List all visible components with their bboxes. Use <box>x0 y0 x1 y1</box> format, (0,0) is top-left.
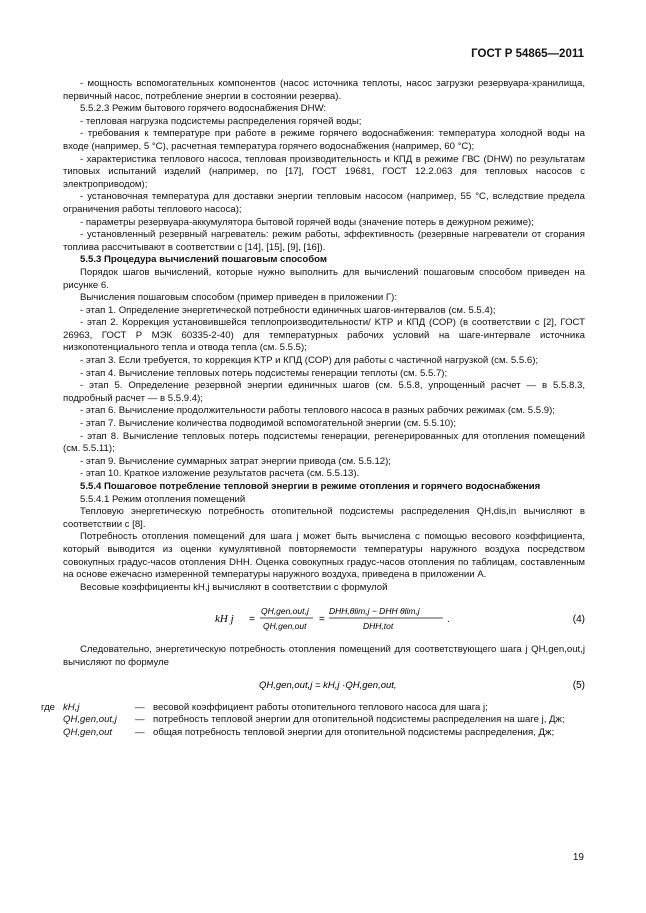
formula-5 <box>63 674 585 696</box>
formula-4-den2: DHH,tot <box>363 621 394 632</box>
paragraph: Вычисления пошаговым способом (пример приведен в приложении Г): <box>80 292 397 304</box>
section-heading-5-5-3: 5.5.3 Процедура вычислений пошаговым способом <box>80 254 327 266</box>
definition-text: потребность тепловой энергии для отопительной подсистемы распределения на шаге j, Дж; <box>153 714 565 726</box>
step-item: - этап 10. Краткое изложение результатов расчета (см. 5.5.13). <box>80 468 360 480</box>
definition-row <box>41 701 585 715</box>
formula-4-num2: DHH,θlim,j − DHH θlim,j <box>329 606 420 617</box>
formula-5-expression: QH,gen,out,j = kH,j ·QH,gen,out, <box>259 679 397 691</box>
paragraph: Потребность отопления помещений для шага j может быть вычислена с помощью весового коэффициента, который выводится из оценки кумулятивной повторяемости температуры наружного воздуха посредством совокупных градус-часов отопления DHH. Оценка совокупных градус-часов отопления по таблицам, составленным на основе ежечасно измеренной температуры наружного воздуха, приведена в приложении А. <box>63 531 585 581</box>
list-item: - тепловая нагрузка подсистемы распределения горячей воды; <box>80 115 362 127</box>
definition-symbol: QH,gen,out <box>63 726 113 738</box>
definition-row <box>63 727 585 740</box>
formula-4-lhs: kH j <box>215 613 234 626</box>
formula-4-equals-2: = <box>319 614 325 626</box>
section-heading-5-5-4: 5.5.4 Пошаговое потребление тепловой энергии в режиме отопления и горячего водоснабжения <box>80 481 541 492</box>
step-item: - этап 4. Вычисление тепловых потерь подсистемы генерации теплоты (см. 5.5.7); <box>80 367 448 379</box>
step-item: - этап 7. Вычисление количества подводимой вспомогательной энергии (см. 5.5.10); <box>80 418 456 430</box>
step-item: - этап 5. Определение резервной энергии единичных шагов (см. 5.5.8, упрощенный расчет — в 5.5.8.3, подробный расчет — в 5.5.9.4); <box>63 380 585 404</box>
definition-row <box>63 714 585 727</box>
step-item: - этап 8. Вычисление тепловых потерь подсистемы генерации, регенерированных для отопления помещений (см. 5.5.11); <box>63 430 585 455</box>
list-item: - требования к температуре при работе в режиме горячего водоснабжения: температура холодной воды на входе (например, 5 °С), расчетная температура горячего водоснабжения (например, 60 °С); <box>63 128 585 152</box>
section-heading-5-5-2-3: 5.5.2.3 Режим бытового горячего водоснабжения DHW: <box>80 103 327 115</box>
step-item: - этап 6. Вычисление продолжительности работы теплового насоса в разных рабочих режимах (см. 5.5.9); <box>80 405 555 417</box>
definition-text: общая потребность тепловой энергии для отопительной подсистемы распределения, Дж; <box>153 726 555 738</box>
definition-text: весовой коэффициент работы отопительного теплового насоса для шага j; <box>153 701 488 713</box>
list-item: - установочная температура для доставки энергии тепловым насосом (например, 55 °С, вследствие предела ограничения работы теплового насоса); <box>63 191 585 215</box>
definition-dash: — <box>135 701 145 713</box>
formula-5-number: (5) <box>572 679 585 691</box>
formula-4-num1: QH,gen,out,j <box>261 606 309 617</box>
paragraph: Весовые коэффициенты kH,j вычисляют в соответствии с формулой <box>80 581 388 593</box>
formula-4-den1: QH,gen,out <box>263 621 307 632</box>
formula-4-number: (4) <box>572 614 585 626</box>
step-item: - этап 9. Вычисление суммарных затрат энергии привода (см. 5.5.12); <box>80 455 391 467</box>
formula-5-graphic <box>63 674 585 696</box>
paragraph: Следовательно, энергетическую потребность отопления помещений для соответствующего шага j QH,gen,out,j вычисляют по формуле <box>63 644 585 668</box>
step-item: - этап 1. Определение энергетической потребности единичных шагов-интервалов (см. 5.5.4); <box>80 304 496 316</box>
page-number: 19 <box>572 852 584 863</box>
list-item: - установленный резервный нагреватель: режим работы, эффективность (резервные нагреватели от сгорания топлива рассчитывают в соответствии с [14], [15], [9], [16]). <box>63 229 585 253</box>
document-body <box>41 78 585 739</box>
variable-definitions <box>41 701 585 740</box>
formula-4 <box>63 598 585 638</box>
step-item: - этап 3. Если требуется, то коррекция KТР и КПД (СОР) для работы с частичной нагрузкой (см. 5.5.6); <box>80 355 539 367</box>
paragraph: - мощность вспомогательных компонентов (насос источника теплоты, насос загрузки резервуара-хранилища, первичный насос, потребление энергии в состоянии резерва). <box>63 78 585 102</box>
formula-4-graphic <box>63 598 585 638</box>
formula-4-equals: = <box>249 614 255 626</box>
definition-dash: — <box>135 726 145 738</box>
formula-4-period: . <box>447 614 450 626</box>
paragraph: Тепловую энергетическую потребность отопительной подсистемы распределения QH,dis,in вычисляют в соответствии с [8]. <box>63 506 585 530</box>
step-item: - этап 2. Коррекция установившейся теплопроизводительности/ KТР и КПД (СОР) (в соответствии с [2], ГОСТ 26963, ГОСТ Р МЭК 60335-2-40) для температурных рабочих условий на шаге-интервале источника низкопотенциального тепла и отвода тепла (см. 5.5.5); <box>63 317 585 354</box>
definition-dash: — <box>135 714 145 726</box>
list-item: - характеристика теплового насоса, тепловая производительность и КПД в режиме ГВС (DHW) по результатам типовых испытаний изделий (например, по [17], ГОСТ 19681, ГОСТ 12.2.063 для тепловых насосов с электроприводом); <box>63 153 585 190</box>
list-item: - параметры резервуара-аккумулятора бытовой горячей воды (значение потерь в дежурном режиме); <box>80 216 534 228</box>
definition-symbol: kH,j <box>63 701 80 713</box>
definition-symbol: QH,gen,out,j <box>63 714 117 726</box>
subsection-heading-5-5-4-1: 5.5.4.1 Режим отопления помещений <box>80 493 246 505</box>
paragraph: Порядок шагов вычислений, которые нужно выполнить для вычислений пошаговым способом приведен на рисунке 6. <box>63 266 585 291</box>
where-label: где <box>41 701 56 713</box>
document-id-header: ГОСТ Р 54865—2011 <box>471 48 584 60</box>
